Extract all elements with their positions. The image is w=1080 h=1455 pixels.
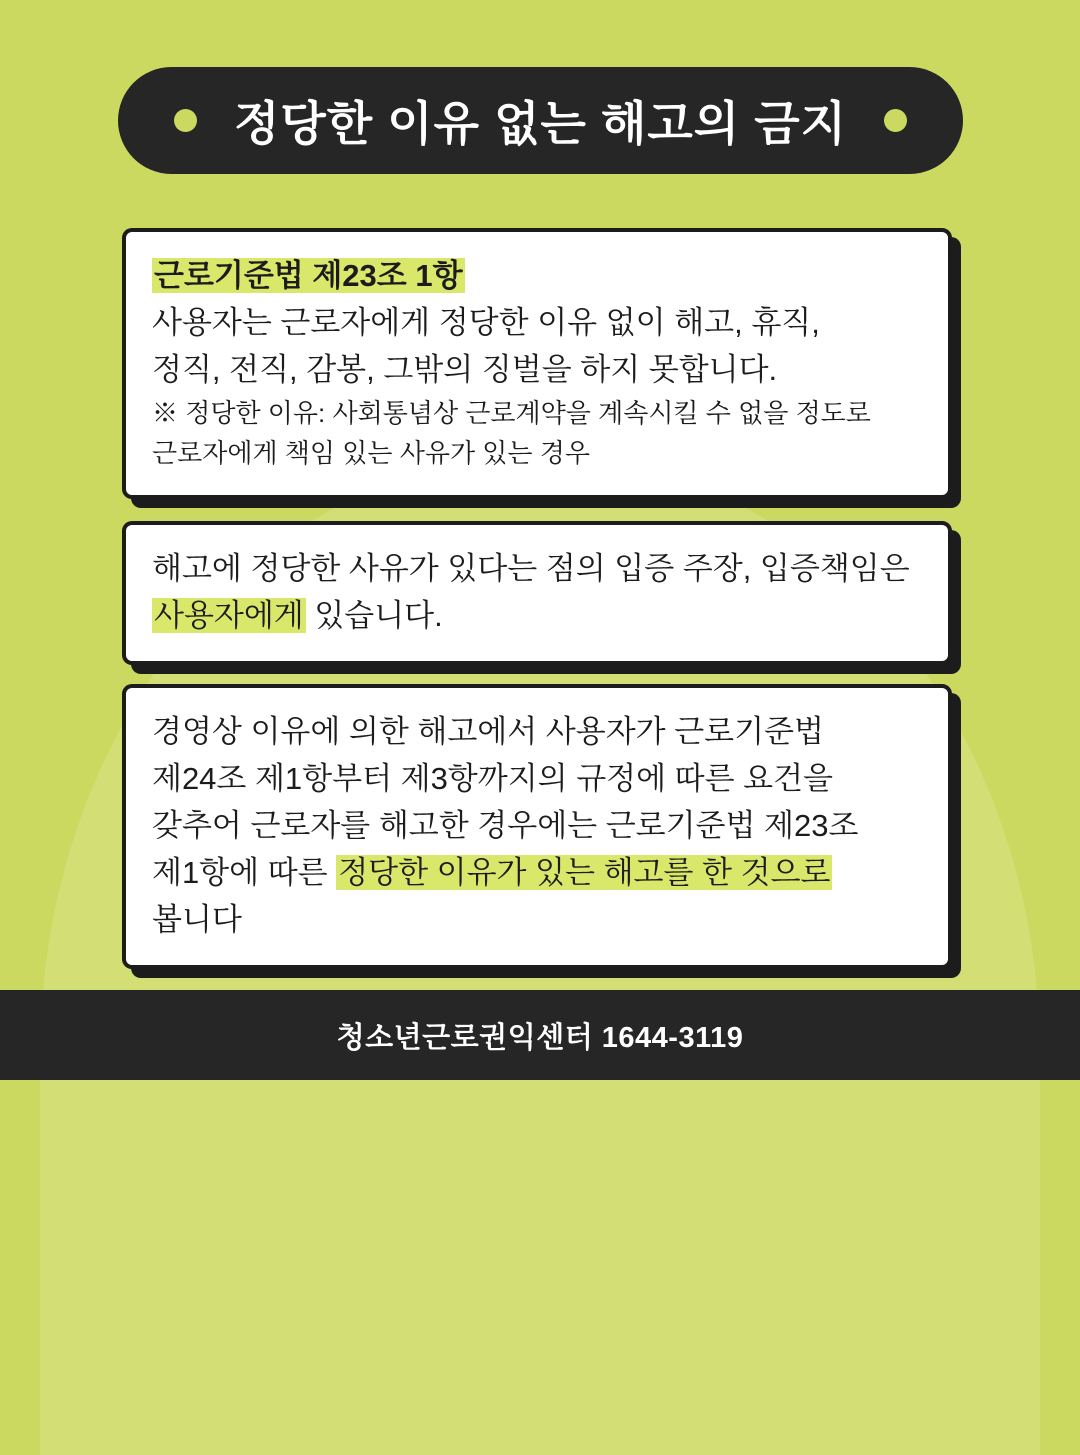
- card1-line-2: 사용자는 근로자에게 정당한 이유 없이 해고, 휴직,: [152, 305, 820, 340]
- card1-line-4: ※ 정당한 이유: 사회통념상 근로계약을 계속시킬 수 없을 정도로: [152, 398, 871, 428]
- footer-contact: 청소년근로권익센터 1644-3119: [336, 1021, 744, 1054]
- card-burden-of-proof: [122, 521, 952, 665]
- card1-line-3: 정직, 전직, 감봉, 그밖의 징벌을 하지 못합니다.: [152, 352, 778, 387]
- card3-line-5: 봅니다: [152, 902, 242, 937]
- card3-line-2: 제24조 제1항부터 제3항까지의 규정에 따른 요건을: [152, 761, 833, 796]
- card1-line-1: 근로기준법 제23조 1항: [154, 258, 463, 293]
- page-title: 정당한 이유 없는 해고의 금지: [233, 97, 848, 150]
- card3-line-3: 갖추어 근로자를 해고한 경우에는 근로기준법 제23조: [152, 808, 859, 843]
- header-title-bar: [118, 67, 963, 174]
- card1-line-5: 근로자에게 책임 있는 사유가 있는 경우: [152, 438, 590, 468]
- card3-line-4-prefix: 제1항에 따른: [152, 855, 337, 890]
- card2-line-2-suffix: 있습니다.: [305, 598, 443, 633]
- bullet-dot-left-icon: [174, 109, 197, 132]
- bullet-dot-right-icon: [884, 109, 907, 132]
- card2-highlight: 사용자에게: [154, 598, 304, 633]
- card3-line-1: 경영상 이유에 의한 해고에서 사용자가 근로기준법: [152, 714, 824, 749]
- card-managerial-dismissal: [122, 684, 952, 969]
- card2-line-2: [152, 592, 922, 639]
- card-law-article: [122, 228, 952, 499]
- card3-highlight: 정당한 이유가 있는 해고를 한 것으로: [338, 855, 831, 890]
- card3-line-4: [152, 849, 922, 896]
- footer-bar: [0, 990, 1080, 1080]
- card2-line-1: 해고에 정당한 사유가 있다는 점의 입증 주장, 입증책임은: [152, 551, 910, 586]
